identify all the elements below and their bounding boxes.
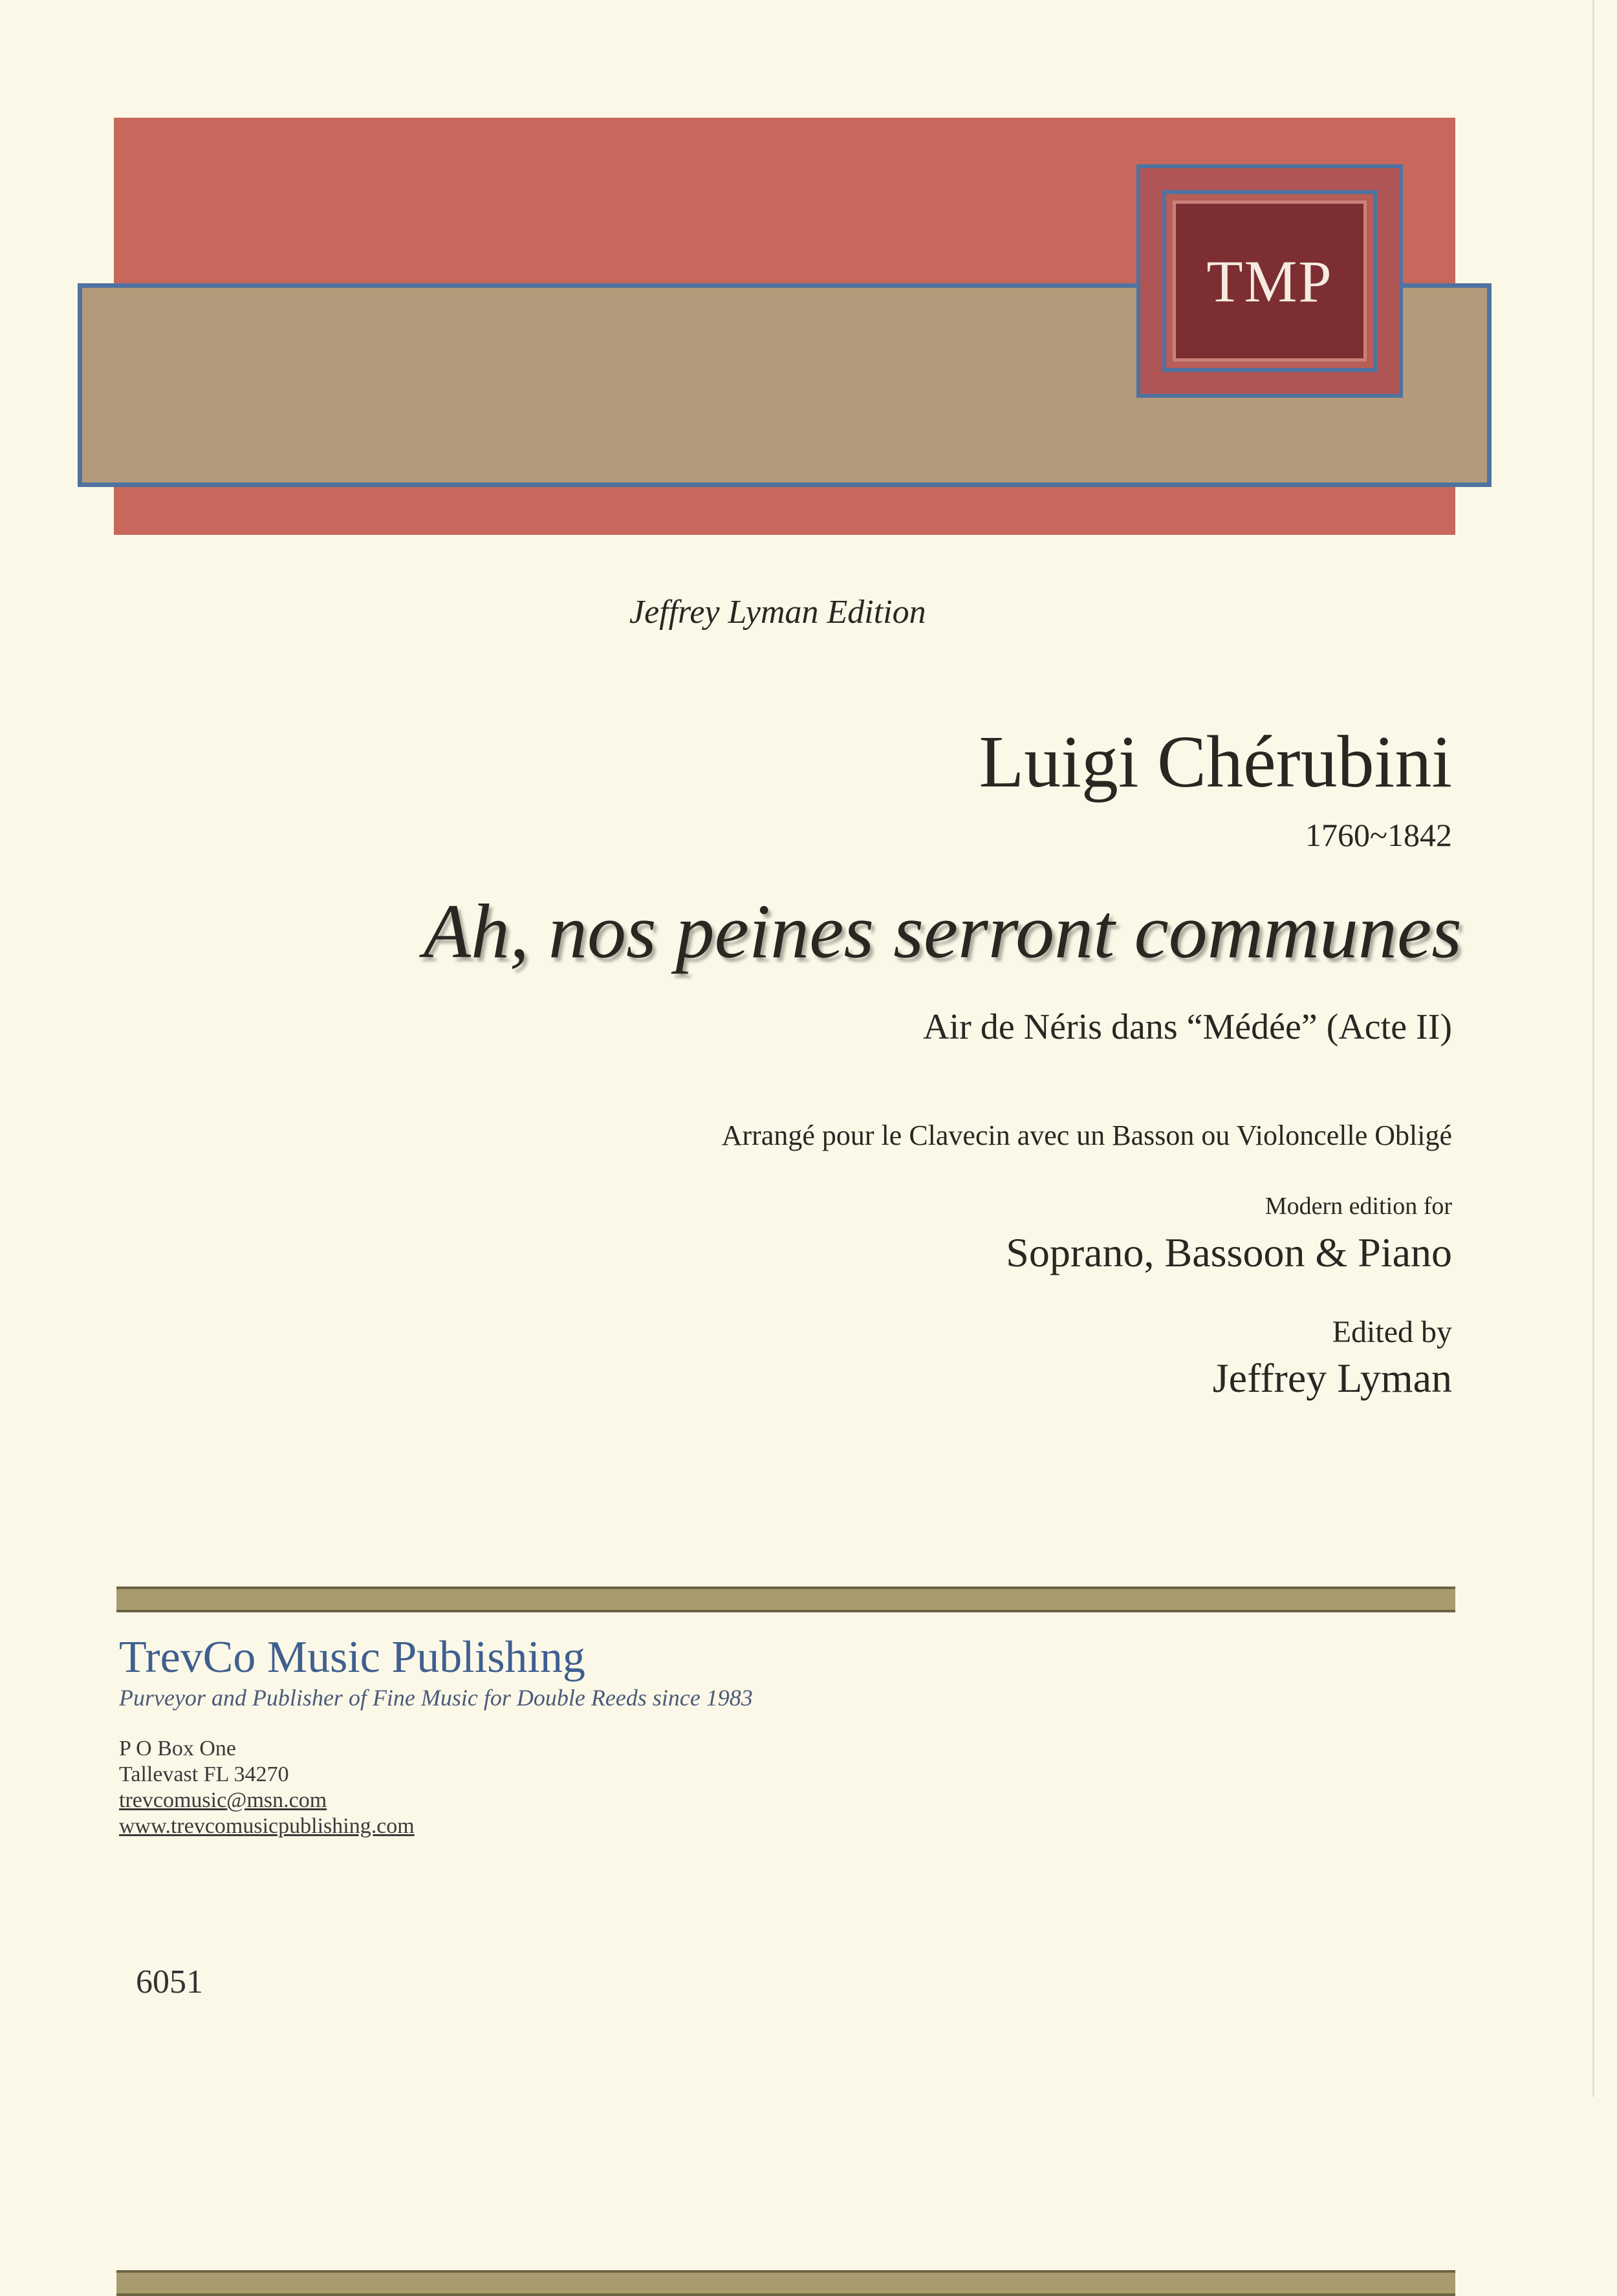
editor-name: Jeffrey Lyman (1212, 1355, 1452, 1401)
divider-bottom (116, 2270, 1455, 2296)
publisher-name: TrevCo Music Publishing (119, 1632, 585, 1682)
publisher-address (119, 1736, 415, 1839)
divider-top (116, 1587, 1455, 1612)
edition-label: Jeffrey Lyman Edition (629, 594, 926, 631)
work-title: Ah, nos peines serront communes (423, 888, 1462, 974)
work-subtitle: Air de Néris dans “Médée” (Acte II) (923, 1007, 1452, 1047)
modern-edition-label: Modern edition for (1264, 1193, 1452, 1220)
edited-by-label: Edited by (1332, 1315, 1452, 1349)
email-link[interactable]: trevcomusic@msn.com (119, 1788, 327, 1812)
instrumentation: Soprano, Bassoon & Piano (1006, 1229, 1452, 1275)
address-line-1: P O Box One (119, 1737, 237, 1760)
catalog-number: 6051 (136, 1964, 203, 2000)
logo-text: TMP (1206, 248, 1333, 314)
website-link[interactable]: www.trevcomusicpublishing.com (119, 1814, 415, 1838)
tmp-logo (1136, 164, 1403, 398)
composer-name: Luigi Chérubini (979, 720, 1452, 803)
composer-dates: 1760~1842 (1305, 817, 1452, 853)
logo-inner-panel (1173, 200, 1367, 362)
publisher-tagline: Purveyor and Publisher of Fine Music for Double Reeds since 1983 (119, 1685, 753, 1711)
address-line-2: Tallevast FL 34270 (119, 1762, 289, 1786)
page-edge (1592, 0, 1594, 2097)
arrangement-note: Arrangé pour le Clavecin avec un Basson ou Violoncelle Obligé (721, 1120, 1452, 1151)
